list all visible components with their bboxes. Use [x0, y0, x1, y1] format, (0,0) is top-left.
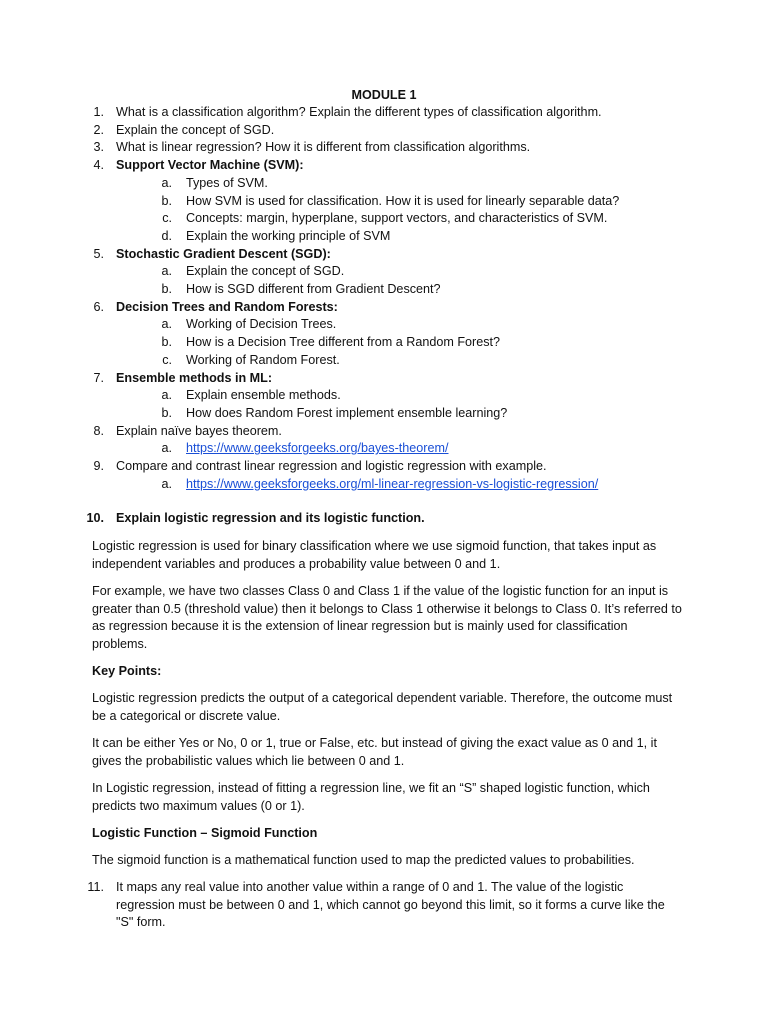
question-text: Stochastic Gradient Descent (SGD):	[116, 246, 331, 261]
sub-question-letter: a.	[161, 317, 172, 332]
question-number: 7.	[93, 370, 104, 385]
question-number: 5.	[93, 246, 104, 261]
question-number: 8.	[93, 423, 104, 438]
sub-question-letter: b.	[161, 405, 172, 420]
reference-link[interactable]: https://www.geeksforgeeks.org/bayes-theorem/	[186, 441, 449, 456]
question-number: 6.	[93, 299, 104, 314]
sub-question-text: Concepts: margin, hyperplane, support vectors, and characteristics of SVM.	[186, 211, 608, 226]
sub-question-letter: a.	[161, 264, 172, 279]
question-number: 2.	[93, 122, 104, 137]
question-text: Explain naïve bayes theorem.	[116, 423, 282, 438]
question-text: Explain the concept of SGD.	[116, 122, 275, 137]
question-number: 4.	[93, 158, 104, 173]
paragraph: For example, we have two classes Class 0 and Class 1 if the value of the logistic function for an input is greater than 0.5 (threshold value) then it belongs to Class 1 otherwise it belongs to Class 0. It’s referred to as regression because it is the extension of linear regression but is mainly used for classification problems.	[92, 584, 682, 651]
paragraph: The sigmoid function is a mathematical function used to map the predicted values to probabilities.	[92, 853, 635, 867]
sub-question-text: Explain the concept of SGD.	[186, 264, 345, 279]
sub-question-text: Working of Decision Trees.	[186, 317, 337, 332]
sub-question-letter: b.	[161, 282, 172, 296]
question-text: Decision Trees and Random Forests:	[116, 299, 338, 314]
question-number: 1.	[93, 105, 104, 119]
question-number: 11.	[87, 880, 104, 894]
reference-link[interactable]: https://www.geeksforgeeks.org/ml-linear-regression-vs-logistic-regression/	[186, 476, 599, 491]
paragraph: Logistic regression predicts the output of a categorical dependent variable. Therefore, the outcome must be a categorical or discrete value.	[92, 691, 673, 723]
sub-question-text: How is a Decision Tree different from a Random Forest?	[186, 335, 501, 350]
question-text: Explain logistic regression and its logistic function.	[116, 511, 425, 525]
question-text: Compare and contrast linear regression and logistic regression with example.	[116, 459, 547, 473]
sub-question-letter: a.	[161, 441, 172, 456]
question-number: 9.	[93, 459, 104, 473]
sub-question-letter: a.	[161, 388, 172, 403]
sub-question-text: How is SGD different from Gradient Descent?	[186, 282, 441, 296]
sub-question-letter: a.	[161, 175, 172, 190]
sub-question-letter: b.	[161, 335, 172, 350]
sub-question-letter: d.	[161, 228, 172, 243]
sub-question-text: Working of Random Forest.	[186, 352, 340, 367]
sub-question-letter: a.	[161, 476, 172, 491]
sub-question-letter: c.	[162, 211, 172, 226]
paragraph: It can be either Yes or No, 0 or 1, true or False, etc. but instead of giving the exact value as 0 and 1, it gives the probabilistic values which lie between 0 and 1.	[92, 736, 657, 768]
question-text: Support Vector Machine (SVM):	[116, 158, 304, 173]
question-number: 3.	[93, 140, 104, 155]
sub-question-text: How SVM is used for classification. How it is used for linearly separable data?	[186, 193, 620, 208]
question-text: It maps any real value into another value within a range of 0 and 1. The value of the logistic regression must be between 0 and 1, which cannot go beyond this limit, so it forms a curve like the "S" form.	[116, 880, 665, 930]
question-number: 10.	[86, 511, 104, 525]
paragraph: In Logistic regression, instead of fitting a regression line, we fit an “S” shaped logistic function, which predicts two maximum values (0 or 1).	[92, 781, 650, 813]
sub-question-letter: c.	[162, 352, 172, 367]
sub-question-text: Explain the working principle of SVM	[186, 228, 391, 243]
sub-question-text: How does Random Forest implement ensemble learning?	[186, 405, 508, 420]
sub-question-text: Types of SVM.	[186, 175, 268, 190]
section-heading: Logistic Function – Sigmoid Function	[92, 826, 318, 840]
question-text: Ensemble methods in ML:	[116, 370, 273, 385]
sub-question-text: Explain ensemble methods.	[186, 388, 341, 403]
paragraph: Logistic regression is used for binary classification where we use sigmoid function, that takes input as independent variables and produces a probability value between 0 and 1.	[92, 539, 657, 571]
question-text: What is linear regression? How it is different from classification algorithms.	[116, 140, 531, 155]
sub-question-letter: b.	[161, 193, 172, 208]
page-title: MODULE 1	[351, 88, 417, 102]
section-heading: Key Points:	[92, 664, 162, 678]
question-text: What is a classification algorithm? Explain the different types of classification algorithm.	[116, 105, 602, 119]
